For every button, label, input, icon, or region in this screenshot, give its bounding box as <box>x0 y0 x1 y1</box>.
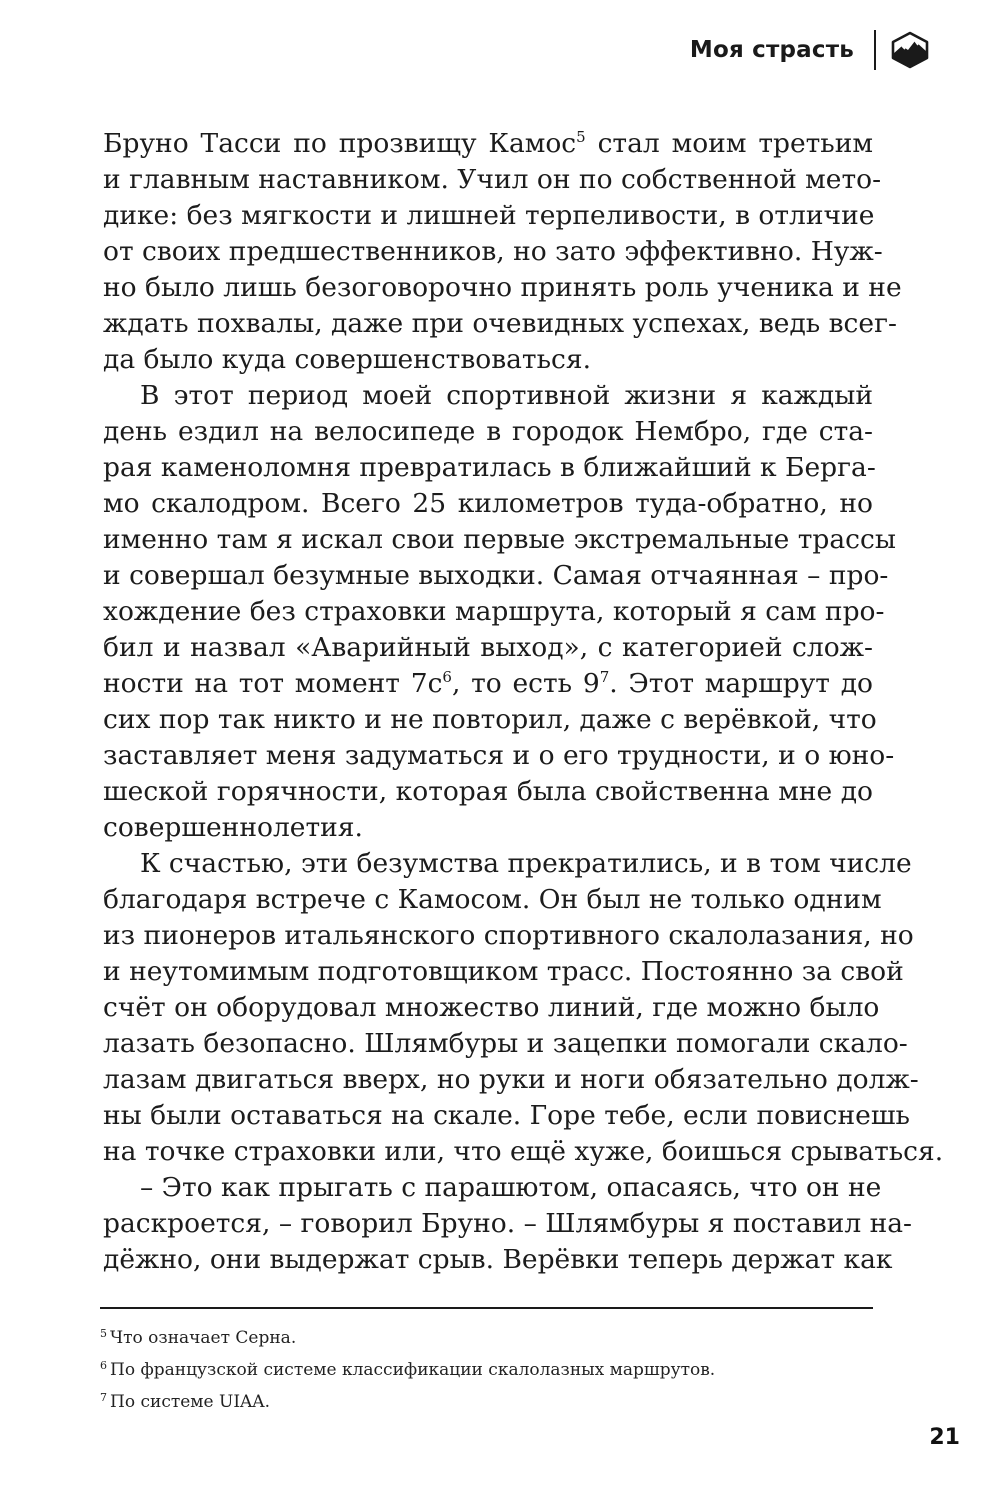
footnote-ref-5[interactable]: 5 <box>576 128 586 146</box>
text-line: и неутомимым подготовщиком трасс. Постоянно за свой <box>103 956 904 987</box>
text-line: из пионеров итальянского спортивного скалолазания, но <box>103 920 914 951</box>
text-line: раскроется, – говорил Бруно. – Шлямбуры я поставил на- <box>103 1208 913 1239</box>
footnote-marker: 7 <box>100 1391 107 1404</box>
footnote-marker: 5 <box>100 1327 107 1340</box>
text-line: Бруно Тасси по прозвищу Камос$^5$ стал моим третьим <box>103 128 873 159</box>
text-line: но было лишь безоговорочно принять роль ученика и не <box>103 272 902 303</box>
footnote-ref-6[interactable]: 6 <box>442 668 452 686</box>
text-line: дике: без мягкости и лишней терпеливости, в отличие <box>103 200 875 231</box>
text-line: рая каменоломня превратилась в ближайший к Берга- <box>103 452 876 483</box>
footnote-divider <box>100 1307 873 1309</box>
text-line: лазать безопасно. Шлямбуры и зацепки помогали скало- <box>103 1028 908 1059</box>
text-line: да было куда совершенствоваться. <box>103 344 591 375</box>
footnote-item <box>100 1320 715 1352</box>
text-line: от своих предшественников, но зато эффективно. Нуж- <box>103 236 883 267</box>
text-line: хождение без страховки маршрута, который я сам про- <box>103 596 885 627</box>
text-line: и главным наставником. Учил он по собственной мето- <box>103 164 882 195</box>
footnote-text: По системе UIAA. <box>110 1392 270 1412</box>
footnote-item <box>100 1384 715 1416</box>
page-number: 21 <box>929 1425 960 1450</box>
text-line: на точке страховки или, что ещё хуже, боишься срываться. <box>103 1136 944 1167</box>
footnotes <box>100 1320 715 1416</box>
chapter-title: Моя страсть <box>689 37 854 63</box>
text-line: заставляет меня задуматься и о его трудности, и о юно- <box>103 740 895 771</box>
text-line: и совершал безумные выходки. Самая отчаянная – про- <box>103 560 889 591</box>
text-line: ждать похвалы, даже при очевидных успехах, ведь всег- <box>103 308 897 339</box>
footnote-ref-7[interactable]: 7 <box>599 668 610 686</box>
text-line: мо скалодром. Всего 25 километров туда-обратно, но <box>103 488 873 519</box>
footnote-marker: 6 <box>100 1359 107 1372</box>
text-line: день ездил на велосипеде в городок Нембро, где ста- <box>103 416 873 447</box>
text-line: счёт он оборудовал множество линий, где можно было <box>103 992 880 1023</box>
text-line: лазам двигаться вверх, но руки и ноги обязательно долж- <box>103 1064 919 1095</box>
text-line: совершеннолетия. <box>103 812 363 843</box>
running-header <box>690 30 930 70</box>
text-line: именно там я искал свои первые экстремальные трассы <box>103 524 896 555</box>
text-line: ности на тот момент $7с^6$, то есть $9^7$. Этот маршрут до <box>103 668 873 699</box>
footnote-text: Что означает Серна. <box>110 1328 297 1348</box>
text-line: сих пор так никто и не повторил, даже с верёвкой, что <box>103 704 877 735</box>
mountain-logo-icon <box>890 30 930 70</box>
text-line: К счастью, эти безумства прекратились, и в том числе <box>140 848 912 879</box>
text-line: дёжно, они выдержат срыв. Верёвки теперь держат как <box>103 1244 893 1275</box>
text-line: бил и назвал «Аварийный выход», с категорией слож- <box>103 632 873 663</box>
text-line: шеской горячности, которая была свойственна мне до <box>103 776 873 807</box>
body-text <box>103 126 944 1278</box>
text-line: благодаря встрече с Камосом. Он был не только одним <box>103 884 882 915</box>
header-divider <box>874 30 876 70</box>
text-line: В этот период моей спортивной жизни я каждый <box>140 380 873 411</box>
text-line: ны были оставаться на скале. Горе тебе, если повиснешь <box>103 1100 910 1131</box>
footnote-text: По французской системе классификации скалолазных маршрутов. <box>110 1360 716 1380</box>
text-line: – Это как прыгать с парашютом, опасаясь, что он не <box>140 1172 882 1203</box>
footnote-item <box>100 1352 715 1384</box>
